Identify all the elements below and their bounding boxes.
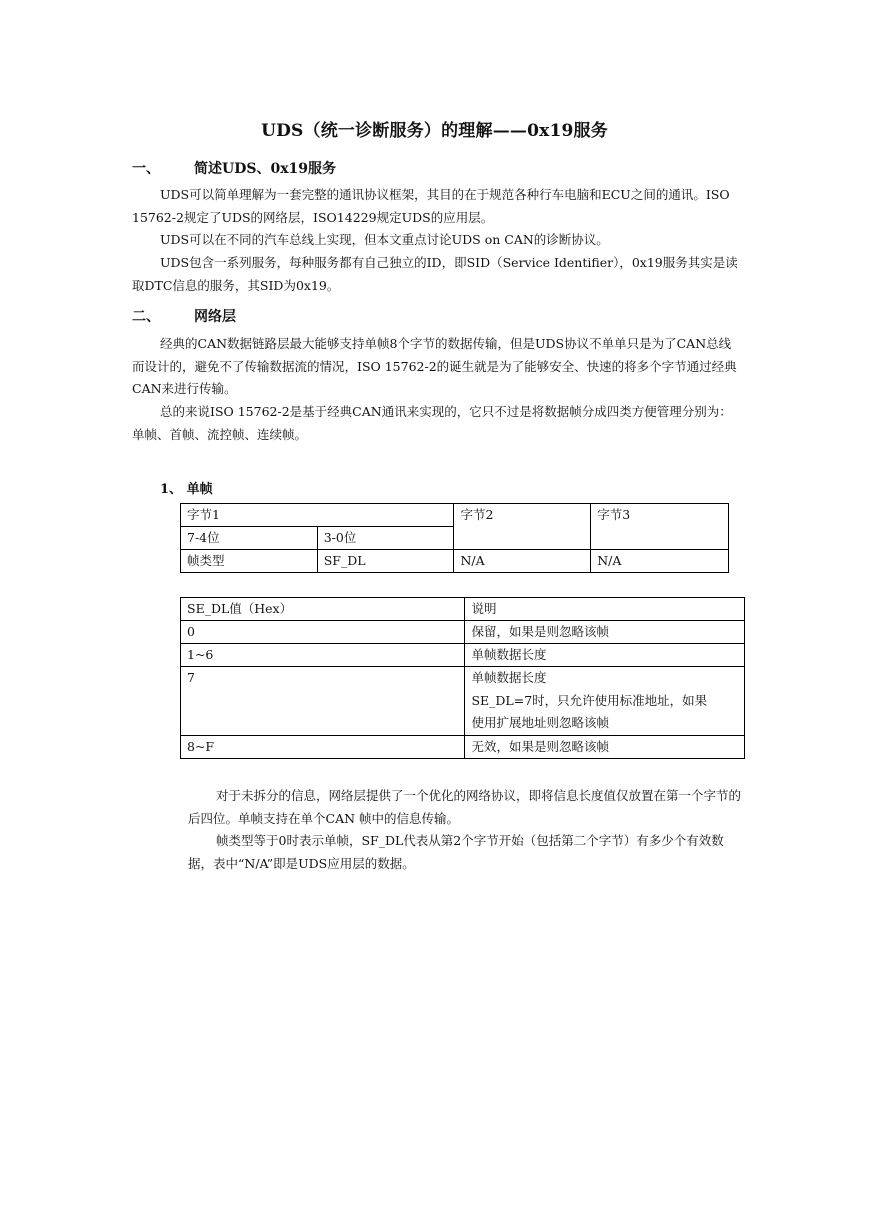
subsection-single-frame-heading: 1、 单帧: [160, 482, 213, 497]
table-row: [181, 621, 745, 644]
table-header-row: [181, 598, 745, 621]
description-line: SE_DL=7时，只允许使用标准地址，如果: [471, 692, 708, 708]
bits-low-header: 3-0位: [317, 527, 454, 550]
sf-dl-value: 1~6: [181, 644, 465, 667]
sf-dl-description: [465, 667, 745, 736]
sf-dl-value-table: [180, 597, 745, 759]
table-row: [181, 667, 745, 736]
section-2-number: 二、: [132, 309, 160, 325]
byte2-value-cell: N/A: [454, 550, 591, 573]
byte3-value-cell: N/A: [591, 550, 729, 573]
section-1-title: 简述UDS、0x19服务: [194, 161, 337, 177]
byte1-header: 字节1: [181, 504, 454, 527]
section-1-paragraph-2: UDS可以在不同的汽车总线上实现，但本文重点讨论UDS on CAN的诊断协议。: [160, 232, 609, 247]
sf-dl-value: 0: [181, 621, 465, 644]
section-1-paragraph-1: UDS可以简单理解为一套完整的通讯协议框架，其目的在于规范各种行车电脑和ECU之间的通讯。ISO 15762-2规定了UDS的网络层，ISO14229规定UDS的应用层。: [132, 187, 730, 225]
section-1-number: 一、: [132, 161, 160, 177]
table-row: [181, 644, 745, 667]
single-frame-byte-table: [180, 503, 729, 573]
section-1-paragraph-3: UDS包含一系列服务，每种服务都有自己独立的ID，即SID（Service Identifier），0x19服务其实是读取DTC信息的服务，其SID为0x19。: [132, 255, 738, 293]
sf-dl-value: 8~F: [181, 735, 465, 758]
byte3-header: 字节3: [591, 504, 729, 550]
sf-dl-description: 单帧数据长度: [465, 644, 745, 667]
sf-dl-cell: SF_DL: [317, 550, 454, 573]
note-paragraph-2: 帧类型等于0时表示单帧，SF_DL代表从第2个字节开始（包括第二个字节）有多少个有效数据，表中“N/A”即是UDS应用层的数据。: [188, 833, 724, 871]
frame-type-cell: 帧类型: [181, 550, 318, 573]
section-2-paragraph-1: 经典的CAN数据链路层最大能够支持单帧8个字节的数据传输，但是UDS协议不单单只是为了CAN总线而设计的，避免不了传输数据流的情况，ISO 15762-2的诞生就是为了能够安全、快速的将多个字节通过经典CAN来进行传输。: [132, 336, 737, 396]
bits-high-header: 7-4位: [181, 527, 318, 550]
note-paragraph-1: 对于未拆分的信息，网络层提供了一个优化的网络协议，即将信息长度值仅放置在第一个字节的后四位。单帧支持在单个CAN 帧中的信息传输。: [188, 788, 742, 826]
table-header-value: SE_DL值（Hex）: [181, 598, 465, 621]
section-2-title: 网络层: [194, 309, 236, 325]
sf-dl-value: 7: [181, 667, 465, 736]
section-1-heading: [132, 158, 336, 178]
sf-dl-description: 无效，如果是则忽略该帧: [465, 735, 745, 758]
table-row: [181, 735, 745, 758]
document-title: UDS（统一诊断服务）的理解——0x19服务: [261, 121, 608, 141]
description-line: 单帧数据长度: [471, 670, 547, 685]
byte2-header: 字节2: [454, 504, 591, 550]
sf-dl-description: 保留，如果是则忽略该帧: [465, 621, 745, 644]
table-header-description: 说明: [465, 598, 745, 621]
description-line: 使用扩展地址则忽略该帧: [471, 715, 609, 730]
section-2-heading: [132, 306, 236, 326]
section-2-paragraph-2: 总的来说ISO 15762-2是基于经典CAN通讯来实现的，它只不过是将数据帧分成四类方便管理分别为：单帧、首帧、流控帧、连续帧。: [132, 404, 732, 442]
